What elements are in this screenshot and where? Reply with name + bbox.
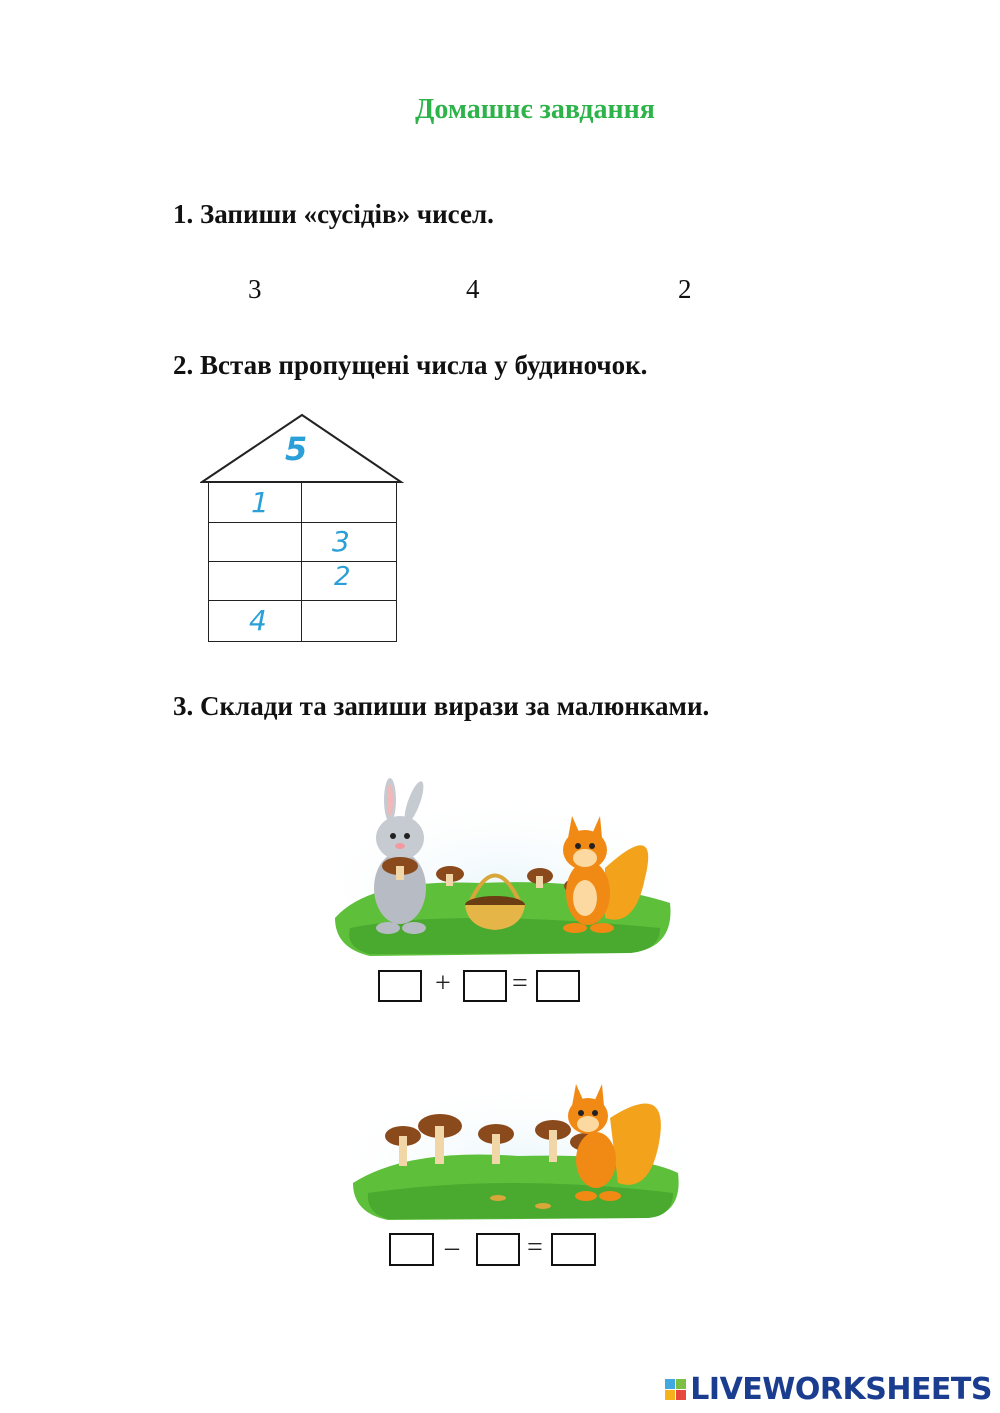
house-roof-number: 5 bbox=[285, 430, 308, 468]
expr2-box-2[interactable] bbox=[476, 1233, 520, 1266]
house-cell-r2-right[interactable] bbox=[301, 522, 397, 562]
bunny-squirrel-basket-illustration bbox=[330, 778, 675, 958]
expr1-plus-sign: + bbox=[435, 968, 451, 999]
expr2-box-1[interactable] bbox=[389, 1233, 434, 1266]
house-cell-r4-left[interactable] bbox=[208, 600, 302, 642]
page-title: Домашнє завдання bbox=[415, 94, 655, 125]
house-cell-r3-right[interactable] bbox=[301, 561, 397, 601]
task1-number-2: 4 bbox=[466, 274, 480, 304]
task1-heading: 1. Запиши «сусідів» чисел. bbox=[173, 199, 494, 229]
expr2-equals-sign: = bbox=[527, 1232, 543, 1263]
expr1-equals-sign: = bbox=[512, 968, 528, 999]
expr1-box-result[interactable] bbox=[536, 970, 580, 1002]
expr1-box-1[interactable] bbox=[378, 970, 422, 1002]
liveworksheets-logo-icon bbox=[665, 1379, 686, 1400]
expr1-box-2[interactable] bbox=[463, 970, 507, 1002]
mushrooms-squirrel-illustration bbox=[348, 1078, 683, 1228]
task2-heading: 2. Встав пропущені числа у будиночок. bbox=[173, 350, 648, 380]
house-cell-value: 4 bbox=[249, 604, 267, 637]
house-cell-r3-left[interactable] bbox=[208, 561, 302, 601]
house-cell-r4-right[interactable] bbox=[301, 600, 397, 642]
expr2-box-result[interactable] bbox=[551, 1233, 596, 1266]
task3-heading: 3. Склади та запиши вирази за малюнками. bbox=[173, 691, 710, 721]
liveworksheets-logo-text: LIVEWORKSHEETS bbox=[690, 1372, 992, 1407]
liveworksheets-logo bbox=[665, 1372, 992, 1407]
task1-number-1: 3 bbox=[248, 274, 262, 304]
house-cell-r1-right[interactable] bbox=[301, 482, 397, 523]
expr2-minus-sign: – bbox=[445, 1232, 459, 1263]
house-cell-r1-left[interactable] bbox=[208, 482, 302, 523]
house-cell-r2-left[interactable] bbox=[208, 522, 302, 562]
number-house bbox=[200, 412, 405, 644]
house-cell-value: 3 bbox=[332, 525, 350, 558]
task1-number-3: 2 bbox=[678, 274, 692, 304]
house-cell-value: 2 bbox=[334, 562, 351, 592]
house-cell-value: 1 bbox=[251, 486, 269, 519]
